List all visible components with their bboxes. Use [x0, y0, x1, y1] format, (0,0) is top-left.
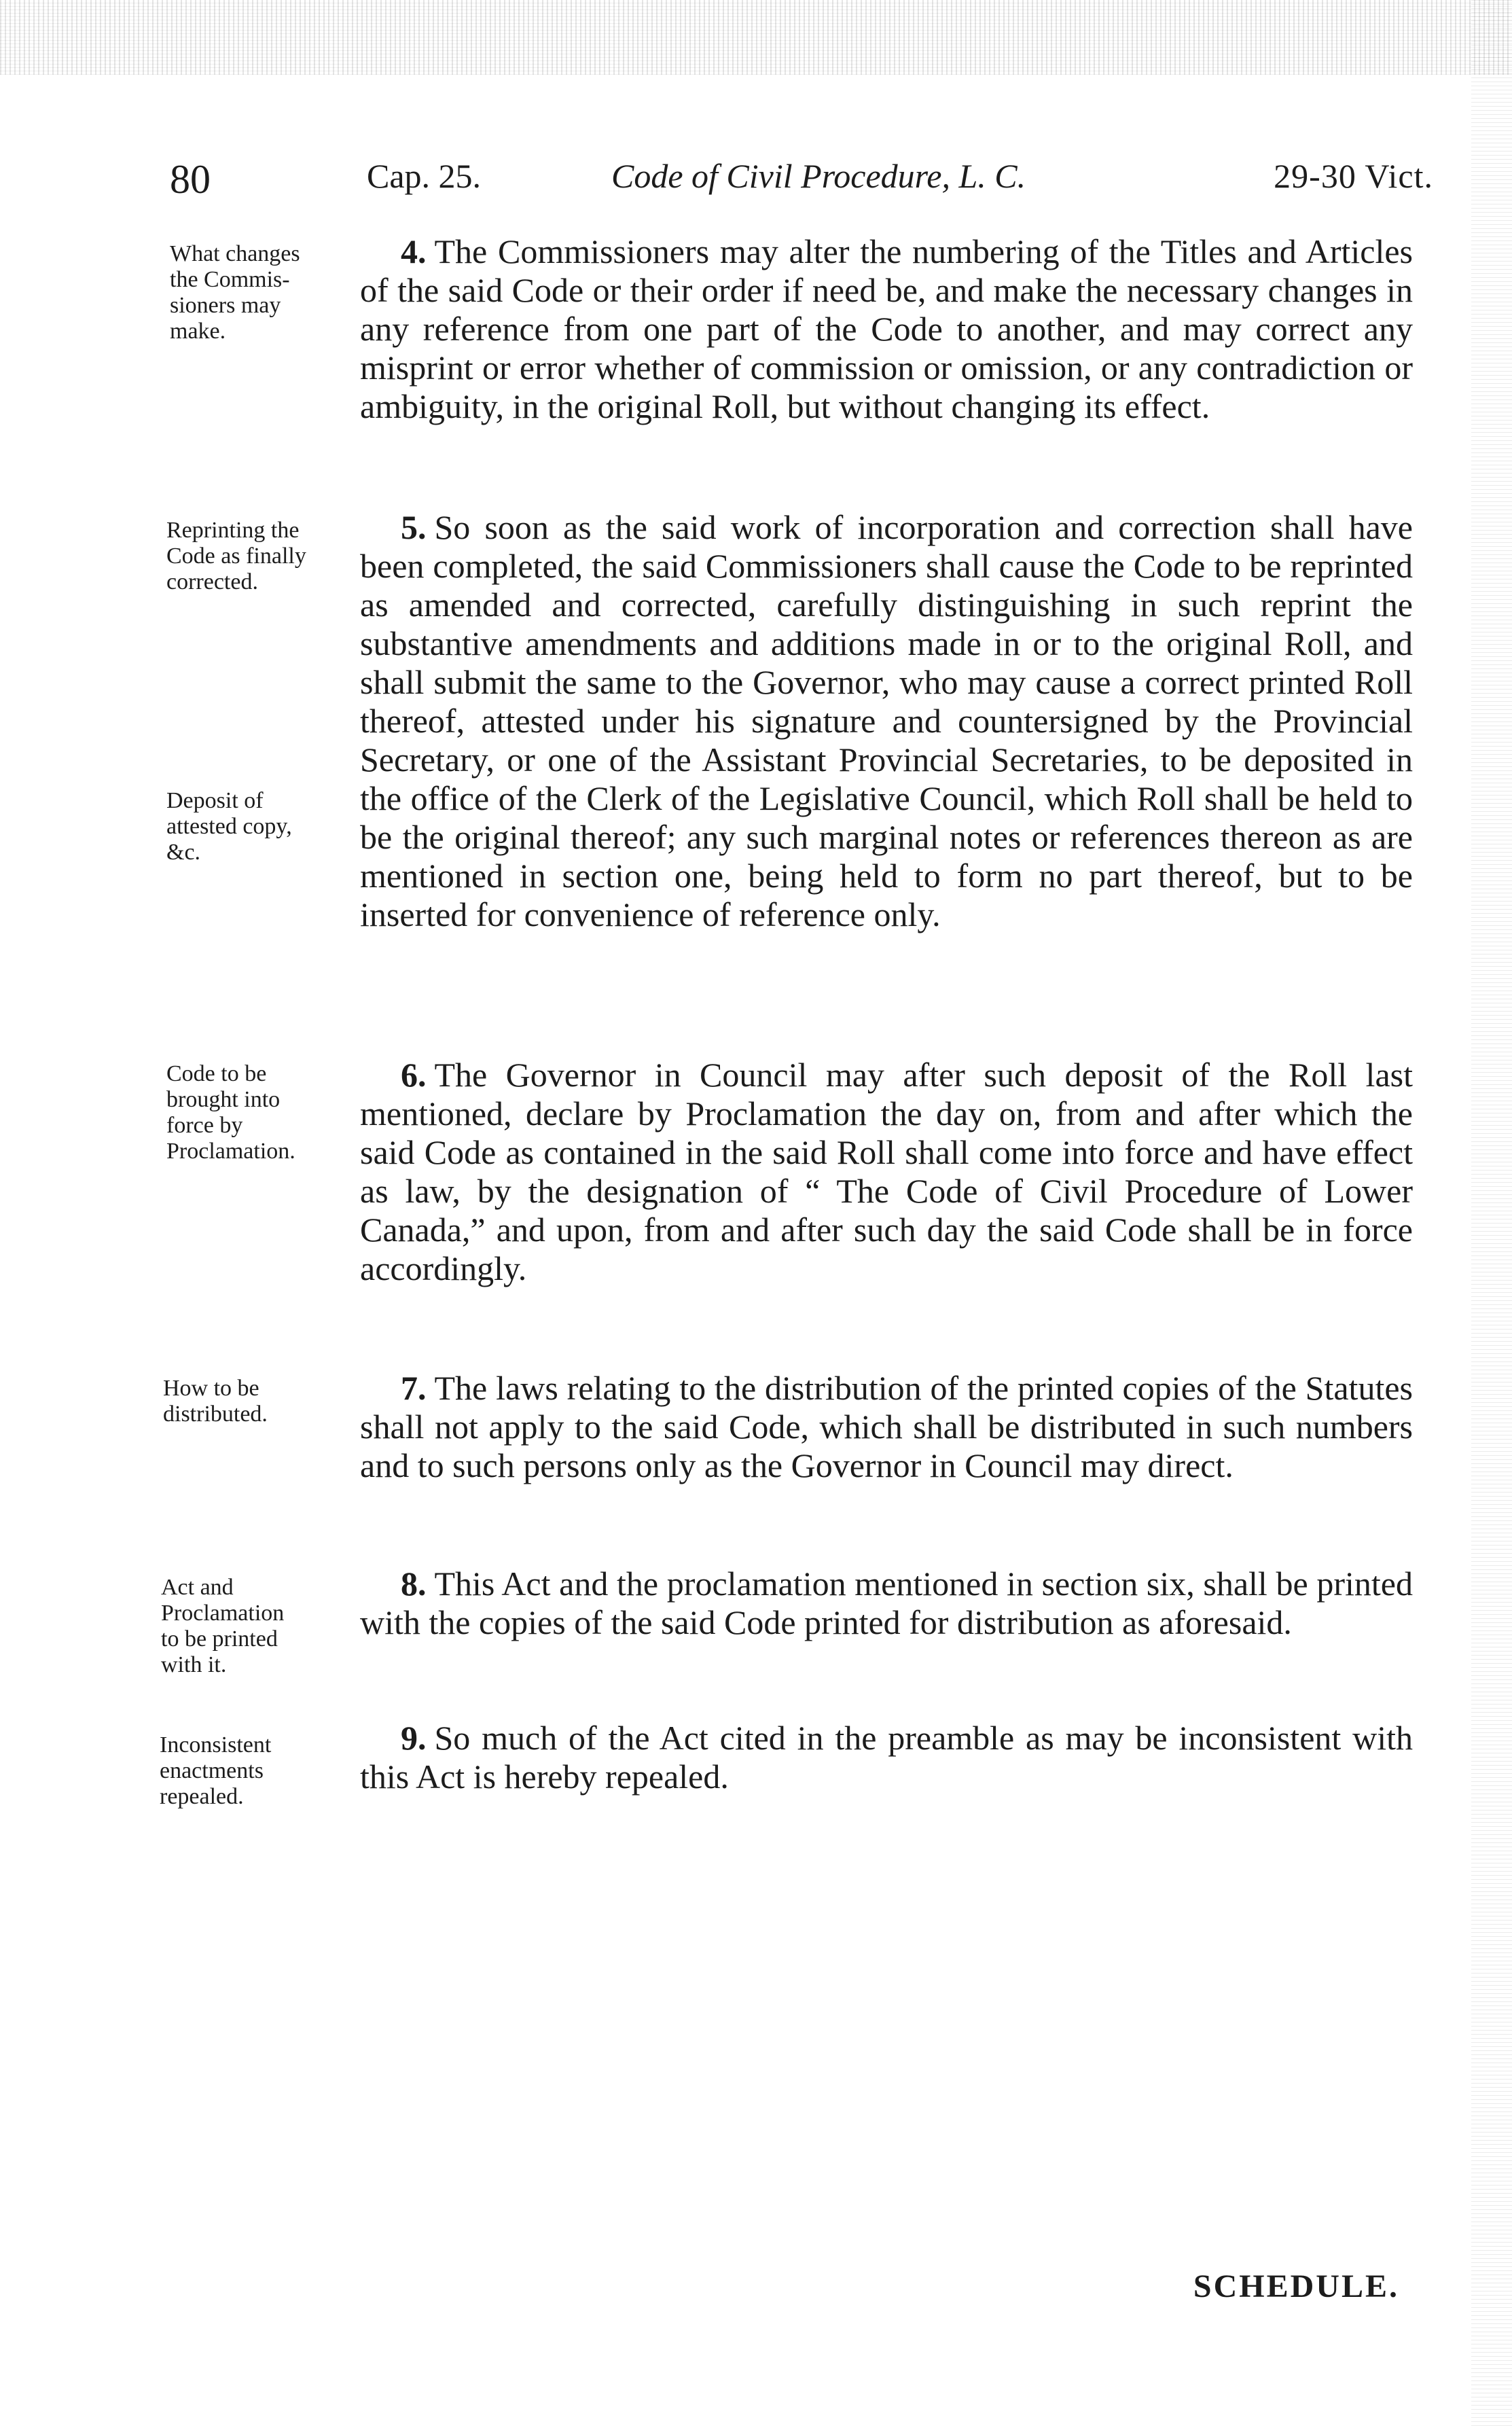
section-9	[360, 1719, 1413, 1796]
section-6	[360, 1056, 1413, 1288]
chapter-number: Cap. 25.	[367, 157, 482, 195]
catchword: SCHEDULE.	[1193, 2268, 1399, 2304]
section-4-text: The Commissioners may alter the numbering of the Titles and Articles of the said Code or their order if need be, and make the necessary changes in any reference from one part of the Code to another, and may correct any misprint or error whether of commission or omission, or any contradiction or ambiguity, in the original Roll, but without changing its effect.	[360, 232, 1413, 425]
margin-note-section-5: Reprinting the Code as finally corrected.	[166, 518, 306, 594]
act-title: Code of Civil Procedure, L. C.	[611, 157, 1026, 195]
section-5	[360, 508, 1413, 934]
section-5-number: 5.	[401, 508, 427, 546]
scan-noise-top	[0, 0, 1512, 75]
section-8-text: This Act and the proclamation mentioned in section six, shall be printed with the copies of the said Code printed for distribution as aforesaid.	[360, 1565, 1413, 1641]
section-6-number: 6.	[401, 1056, 427, 1094]
margin-note-section-9: Inconsistent enactments repealed.	[160, 1732, 272, 1809]
page-number: 80	[170, 157, 211, 202]
section-4-number: 4.	[401, 232, 427, 270]
margin-note-section-7: How to be distributed.	[163, 1376, 268, 1427]
section-4	[360, 232, 1413, 426]
section-8	[360, 1565, 1413, 1642]
section-9-number: 9.	[401, 1719, 427, 1757]
section-6-text: The Governor in Council may after such deposit of the Roll last mentioned, declare by Proclamation the day on, from and after which the said Code as contained in the said Roll shall come into force and have effect as law, by the designation of “ The Code of Civil Procedure of Lower Canada,” and upon, from and after such day the said Code shall be in force accordingly.	[360, 1056, 1413, 1287]
section-7-text: The laws relating to the distribution of the printed copies of the Statutes shall not apply to the said Code, which shall be distributed in such numbers and to such persons only as the Governor in Council may direct.	[360, 1369, 1413, 1484]
section-8-number: 8.	[401, 1565, 427, 1603]
scan-noise-right	[1471, 0, 1512, 2426]
section-5-text: So soon as the said work of incorporation and correction shall have been completed, the said Commissioners shall cause the Code to be reprinted as amended and corrected, carefully distinguishing in such reprint the substantive amendments and additions made in or to the original Roll, and shall submit the same to the Governor, who may cause a correct printed Roll thereof, attested under his signature and countersigned by the Provincial Secretary, or one of the Assistant Provincial Secretaries, to be deposited in the office of the Clerk of the Legislative Council, which Roll shall be held to be the original thereof; any such marginal notes or references thereon as are mentioned in section one, being held to form no part thereof, but to be inserted for convenience of reference only.	[360, 508, 1413, 933]
section-7-number: 7.	[401, 1369, 427, 1407]
section-9-text: So much of the Act cited in the preamble as may be inconsistent with this Act is hereby repealed.	[360, 1719, 1413, 1796]
margin-note-section-8: Act and Proclamation to be printed with it.	[161, 1575, 285, 1677]
regnal-year: 29-30 Vict.	[1274, 157, 1433, 195]
margin-note-deposit: Deposit of attested copy, &c.	[166, 788, 292, 865]
section-7	[360, 1369, 1413, 1485]
margin-note-section-6: Code to be brought into force by Proclamation.	[166, 1061, 295, 1164]
running-head	[170, 156, 1433, 204]
margin-note-section-4: What changes the Commis- sioners may make.	[170, 241, 300, 344]
